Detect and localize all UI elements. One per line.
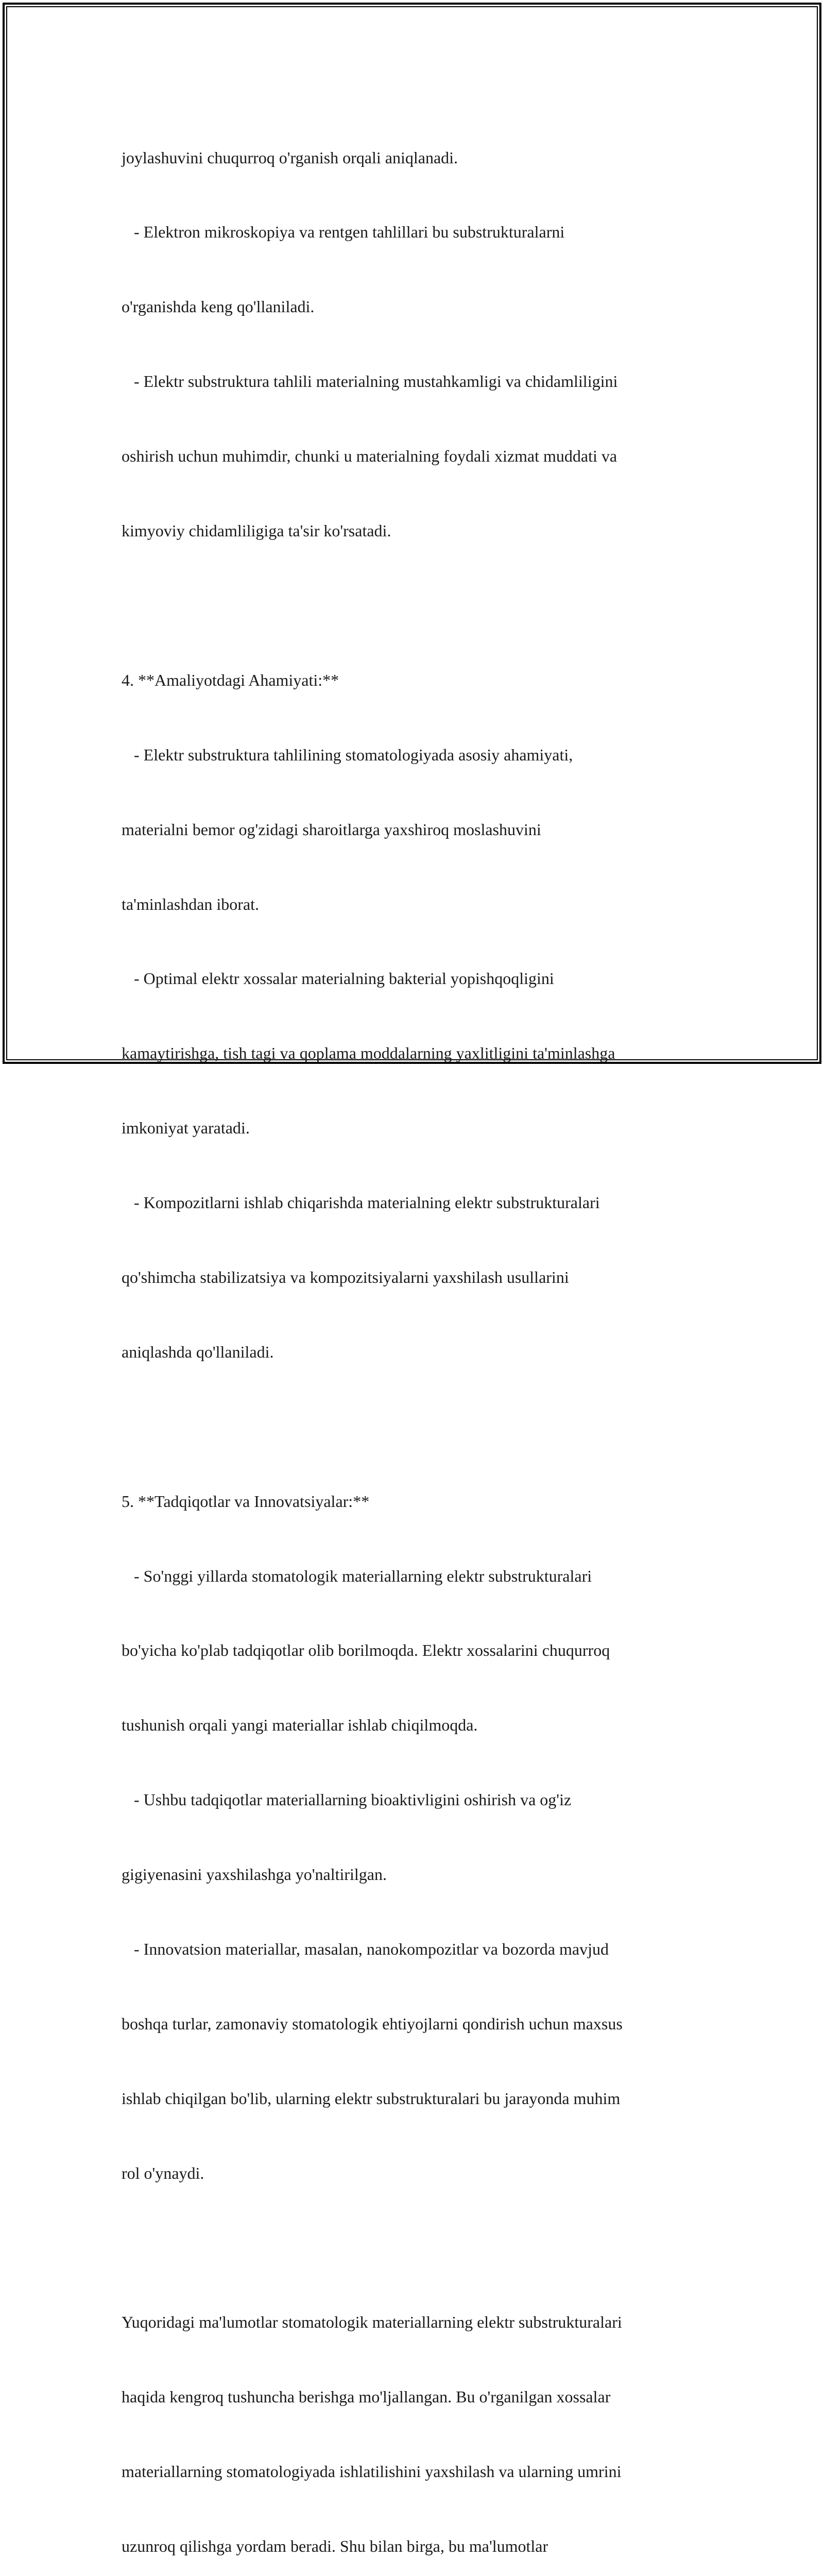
text-line: - Ushbu tadqiqotlar materiallarning bioaktivligini oshirish va og'iz	[122, 1790, 572, 1809]
text-line: joylashuvini chuqurroq o'rganish orqali aniqlanadi.	[122, 148, 458, 167]
text-line: - Optimal elektr xossalar materialning bakterial yopishqoqligini	[122, 969, 554, 988]
text-line: qo'shimcha stabilizatsiya va kompozitsiyalarni yaxshilash usullarini	[122, 1267, 569, 1286]
text-line: - Elektr substruktura tahlili materialning mustahkamligi va chidamliligini	[122, 372, 618, 391]
document-body	[122, 95, 709, 2576]
text-line: kimyoviy chidamliligiga ta'sir ko'rsatadi.	[122, 521, 391, 540]
text-line: o'rganishda keng qo'llaniladi.	[122, 297, 315, 316]
text-line: bo'yicha ko'plab tadqiqotlar olib borilmoqda. Elektr xossalarini chuqurroq	[122, 1641, 610, 1660]
text-line: - Innovatsion materiallar, masalan, nanokompozitlar va bozorda mavjud	[122, 1939, 609, 1958]
section-heading: 4. **Amaliyotdagi Ahamiyati:**	[122, 670, 339, 689]
text-line: - Elektr substruktura tahlilining stomatologiyada asosiy ahamiyati,	[122, 745, 573, 764]
text-line: rol o'ynaydi.	[122, 2163, 204, 2182]
text-line: gigiyenasini yaxshilashga yo'naltirilgan.	[122, 1865, 387, 1884]
text-line: haqida kengroq tushuncha berishga mo'ljallangan. Bu o'rganilgan xossalar	[122, 2387, 611, 2406]
text-line: imkoniyat yaratadi.	[122, 1118, 250, 1138]
text-line: materiallarning stomatologiyada ishlatilishini yaxshilash va ularning umrini	[122, 2462, 622, 2481]
blank-line	[122, 593, 709, 618]
text-line: aniqlashda qo'llaniladi.	[122, 1342, 274, 1361]
text-line: - Elektron mikroskopiya va rentgen tahlillari bu substrukturalarni	[122, 223, 565, 242]
text-line: tushunish orqali yangi materiallar ishlab chiqilmoqda.	[122, 1716, 478, 1735]
blank-line	[122, 2235, 709, 2260]
text-line: uzunroq qilishga yordam beradi. Shu bilan birga, bu ma'lumotlar	[122, 2537, 548, 2556]
section-heading: 5. **Tadqiqotlar va Innovatsiyalar:**	[122, 1492, 370, 1511]
text-line: Yuqoridagi ma'lumotlar stomatologik materiallarning elektr substrukturalari	[122, 2313, 622, 2332]
text-line: - Kompozitlarni ishlab chiqarishda materialning elektr substrukturalari	[122, 1193, 600, 1212]
text-line: boshqa turlar, zamonaviy stomatologik ehtiyojlarni qondirish uchun maxsus	[122, 2014, 623, 2033]
text-line: materialni bemor og'zidagi sharoitlarga yaxshiroq moslashuvini	[122, 820, 541, 839]
text-line: ta'minlashdan iborat.	[122, 894, 260, 913]
text-line: kamaytirishga, tish tagi va qoplama moddalarning yaxlitligini ta'minlashga	[122, 1044, 615, 1063]
text-line: - So'nggi yillarda stomatologik materiallarning elektr substrukturalari	[122, 1566, 592, 1585]
blank-line	[122, 1414, 709, 1439]
text-line: ishlab chiqilgan bo'lib, ularning elektr substrukturalari bu jarayonda muhim	[122, 2089, 621, 2108]
text-line: oshirish uchun muhimdir, chunki u materialning foydali xizmat muddati va	[122, 447, 617, 466]
